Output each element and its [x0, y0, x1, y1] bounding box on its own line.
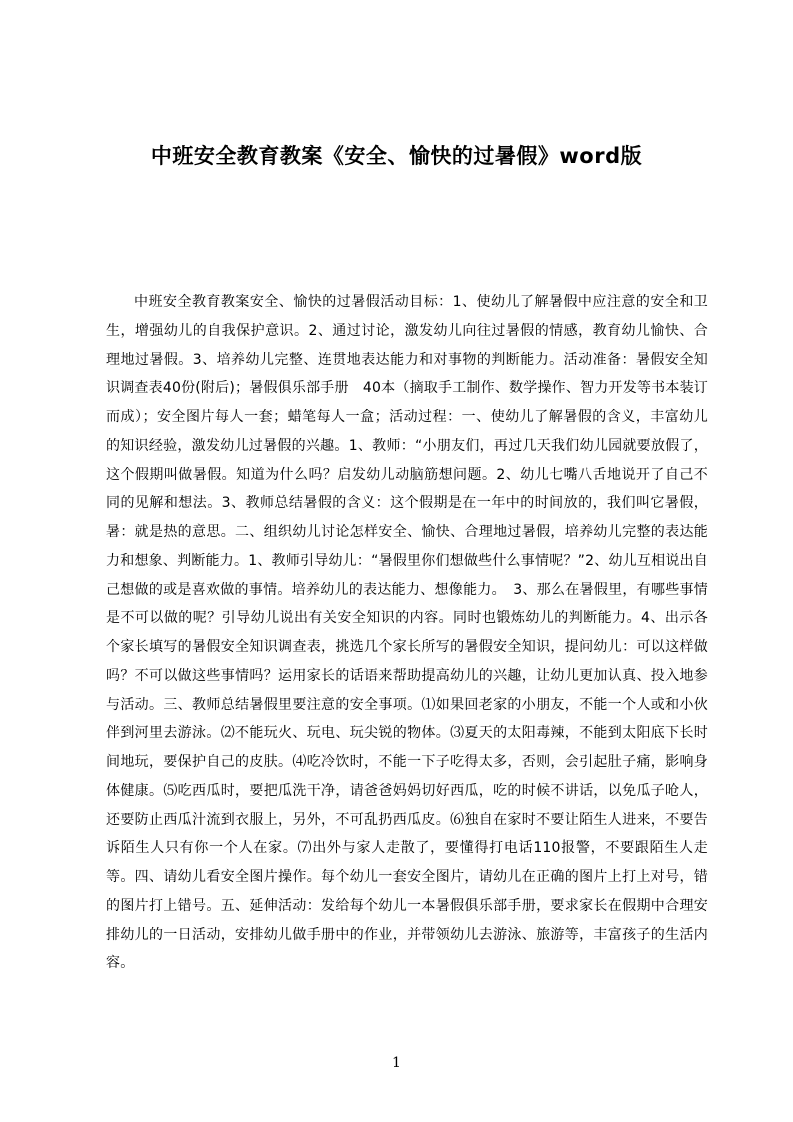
page-number: 1: [392, 1055, 401, 1071]
document-title: 中班安全教育教案《安全、愉快的过暑假》word版: [150, 144, 643, 168]
document-body-text: 中班安全教育教案安全、愉快的过暑假活动目标：1、使幼儿了解暑假中应注意的安全和卫生，增强幼儿的自我保护意识。2、通过讨论，激发幼儿向往过暑假的情感，教育幼儿愉快、合理地过暑假。3、培养幼儿完整、连贯地表达能力和对事物的判断能力。活动准备：暑假安全知识调查表40份(附后)；暑假俱乐部手册 40本（摘取手工制作、数学操作、智力开发等书本装订而成）；安全图片每人一套；蜡笔每人一盒；活动过程：一、使幼儿了解暑假的含义，丰富幼儿的知识经验，激发幼儿过暑假的兴趣。1、教师：“小朋友们，再过几天我们幼儿园就要放假了，这个假期叫做暑假。知道为什么吗？启发幼儿动脑筋想问题。2、幼儿七嘴八舌地说开了自己不同的见解和想法。3、教师总结暑假的含义：这个假期是在一年中的时间放的，我们叫它暑假，暑：就是热的意思。二、组织幼儿讨论怎样安全、愉快、合理地过暑假，培养幼儿完整的表达能力和想象、判断能力。1、教师引导幼儿：“暑假里你们想做些什么事情呢？”2、幼儿互相说出自己想做的或是喜欢做的事情。培养幼儿的表达能力、想像能力。 3、那么在暑假里，有哪些事情是不可以做的呢？引导幼儿说出有关安全知识的内容。同时也锻炼幼儿的判断能力。4、出示各个家长填写的暑假安全知识调查表，挑选几个家长所写的暑假安全知识，提问幼儿：可以这样做吗？不可以做这些事情吗？运用家长的话语来帮助提高幼儿的兴趣，让幼儿更加认真、投入地参与活动。三、教师总结暑假里要注意的安全事项。⑴如果回老家的小朋友，不能一个人或和小伙伴到河里去游泳。⑵不能玩火、玩电、玩尖锐的物体。⑶夏天的太阳毒辣，不能到太阳底下长时间地玩，要保护自己的皮肤。⑷吃冷饮时，不能一下子吃得太多，否则，会引起肚子痛，影响身体健康。⑸吃西瓜时，要把瓜洗干净，请爸爸妈妈切好西瓜，吃的时候不讲话，以免瓜子呛人，还要防止西瓜汁流到衣服上，另外，不可乱扔西瓜皮。⑹独自在家时不要让陌生人进来，不要告诉陌生人只有你一个人在家。⑺出外与家人走散了，要懂得打电话110报警，不要跟陌生人走等。四、请幼儿看安全图片操作。每个幼儿一套安全图片，请幼儿在正确的图片上打上对号，错的图片打上错号。五、延伸活动：发给每个幼儿一本暑假俱乐部手册，要求家长在假期中合理安排幼儿的一日活动，安排幼儿做手册中的作业，并带领幼儿去游泳、旅游等，丰富孩子的生活内容。: [106, 294, 708, 972]
